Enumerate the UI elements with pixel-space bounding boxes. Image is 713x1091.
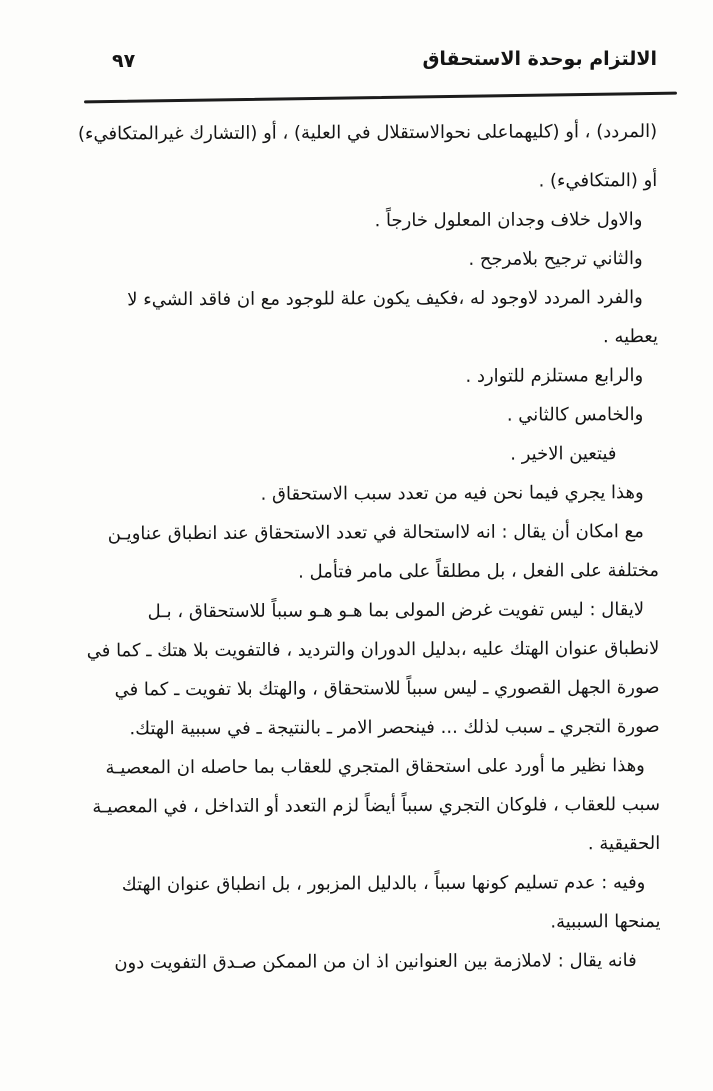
text-line: لانطباق عنوان الهتك عليه ،بدليل الدوران والترديد ، فالتفويت بلا هتك ـ كما في (86, 637, 660, 662)
text-line: أو (المتكافيء) . (538, 169, 658, 192)
text-line: والاول خلاف وجدان المعلول خارجاً . (374, 209, 643, 232)
text-line: سبب للعقاب ، فلوكان التجري سبباً أيضاً لزم التعدد أو التداخل ، في المعصيـة (92, 793, 661, 818)
text-line: يعطيه . (602, 325, 659, 348)
text-line: فيتعين الاخير . (510, 443, 617, 465)
page-header (112, 48, 657, 72)
text-line: وهذا نظير ما أورد على استحقاق المتجري للعقاب بما حاصله ان المعصيـة (105, 755, 645, 779)
text-line: (المردد) ، أو (كليهماعلى نحوالاستقلال في العلية) ، أو (التشارك غيرالمتكافيء) (77, 120, 658, 145)
text-line: الحقيقية . (587, 832, 661, 855)
page-number: ٩٧ (112, 50, 136, 72)
running-head-title: الالتزام بوحدة الاستحقاق (422, 48, 657, 70)
text-line: والخامس كالثاني . (506, 404, 644, 426)
text-line: والفرد المردد لاوجود له ،فكيف يكون علة للوجود مع ان فاقد الشيء لا (127, 287, 643, 311)
text-line: والثاني ترجيح بلامرجح . (468, 248, 643, 270)
text-line: وهذا يجري فيما نحن فيه من تعدد سبب الاستحقاق . (260, 482, 644, 505)
header-divider-rule (84, 92, 677, 104)
text-line: فانه يقال : لاملازمة بين العنوانين اذ ان من الممكن صـدق التفويت دون (114, 950, 637, 974)
text-line: مختلفة على الفعل ، بل مطلقاً على مامر فتأمل . (298, 559, 660, 583)
text-line: صورة التجري ـ سبب لذلك ... فينحصر الامر ـ بالنتيجة ـ في سببية الهتك. (129, 715, 660, 740)
body-text (48, 112, 661, 983)
text-line: وفيه : عدم تسليم كونها سبباً ، بالدليل المزبور ، بل انطباق عنوان الهتك (121, 872, 646, 896)
text-line: صورة الجهل القصوري ـ ليس سبباً للاستحقاق ، والهتك بلا تفويت ـ كما في (114, 676, 660, 701)
text-line: مع امكان أن يقال : انه لااستحالة في تعدد الاستحقاق عند انطباق عناويـن (107, 521, 644, 545)
text-line: والرابع مستلزم للتوارد . (465, 365, 644, 387)
text-line: يمنحها السببية. (550, 910, 661, 933)
text-line: لايقال : ليس تفويت غرض المولى بما هـو هـو سبباً للاستحقاق ، بـل (147, 599, 645, 623)
